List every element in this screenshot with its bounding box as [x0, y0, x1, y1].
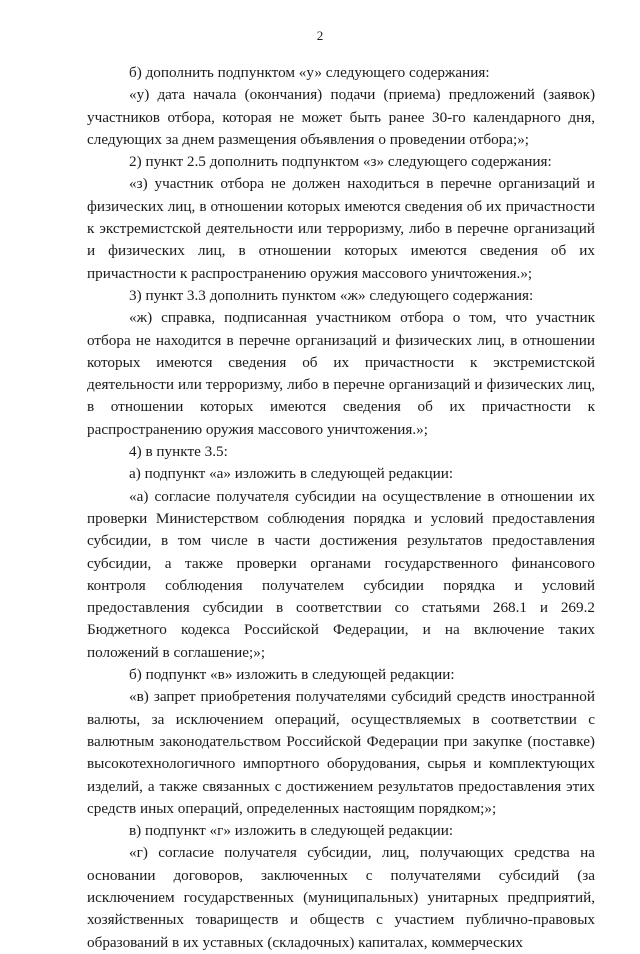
document-body: [87, 62, 595, 954]
paragraph-v-currency-ban: «в) запрет приобретения получателями субсидий средств иностранной валюты, за исключением операций, осуществляемых в соответствии с валютным законодательством Российской Федерации при закупке (поставке) высокотехнологичного импортного оборудования, сырья и комплектующих изделий, а также связанных с достижением результатов предоставления этих средств иных операций, определенных настоящим порядком;»;: [87, 688, 595, 817]
paragraph-g-consent-recipients: «г) согласие получателя субсидии, лиц, получающих средства на основании договоров, заключенных с получателями субсидий (за исключением государственных (муниципальных) унитарных предприятий, хозяйственных товариществ и обществ с участием публично-правовых образований в их уставных (складочных) капиталах, коммерческих: [87, 844, 595, 951]
paragraph-u-submission-dates: «у) дата начала (окончания) подачи (приема) предложений (заявок) участников отбора, которая не может быть ранее 30-го календарного дня, следующих за днем размещения объявления о проведении отбора;»;: [87, 86, 595, 148]
paragraph-b-subpoint-v: б) подпункт «в» изложить в следующей редакции:: [129, 666, 455, 684]
page-number: 2: [316, 28, 324, 43]
paragraph-point-2-5: 2) пункт 2.5 дополнить подпунктом «з» следующего содержания:: [129, 153, 552, 171]
paragraph-a-consent-checks: «а) согласие получателя субсидии на осуществление в отношении их проверки Министерством соблюдения порядка и условий предоставления субсидии, в том числе в части достижения результатов предоставления субсидии, а также проверки органами государственного финансового контроля соблюдения получателем субсидии порядка и условий предоставления субсидии в соответствии со статьями 268.1 и 269.2 Бюджетного кодекса Российской Федерации, и на включение таких положений в соглашение;»;: [87, 487, 595, 661]
paragraph-point-3-5: 4) в пункте 3.5:: [129, 443, 228, 461]
paragraph-a-subpoint-a: а) подпункт «а» изложить в следующей редакции:: [129, 465, 454, 483]
paragraph-b-add-subpoint-u: б) дополнить подпунктом «у» следующего содержания:: [129, 64, 490, 81]
paragraph-zh-certificate: «ж) справка, подписанная участником отбора о том, что участник отбора не находится в перечне организаций и физических лиц, в отношении которых имеются сведения об их причастности к экстремистской деятельности или терроризму, либо в перечне организаций и физических лиц, в отношении которых имеются сведения об их причастности к распространению оружия массового уничтожения.»;: [87, 309, 595, 438]
paragraph-point-3-3: 3) пункт 3.3 дополнить пунктом «ж» следующего содержания:: [129, 286, 534, 304]
paragraph-v-subpoint-g: в) подпункт «г» изложить в следующей редакции:: [129, 822, 454, 840]
paragraph-z-participant-lists: «з) участник отбора не должен находиться в перечне организаций и физических лиц, в отношении которых имеются сведения об их причастности к экстремистской деятельности или терроризму, либо в перечне организаций и физических лиц, в отношении которых имеются сведения об их причастности к распространению оружия массового уничтожения.»;: [87, 175, 595, 282]
